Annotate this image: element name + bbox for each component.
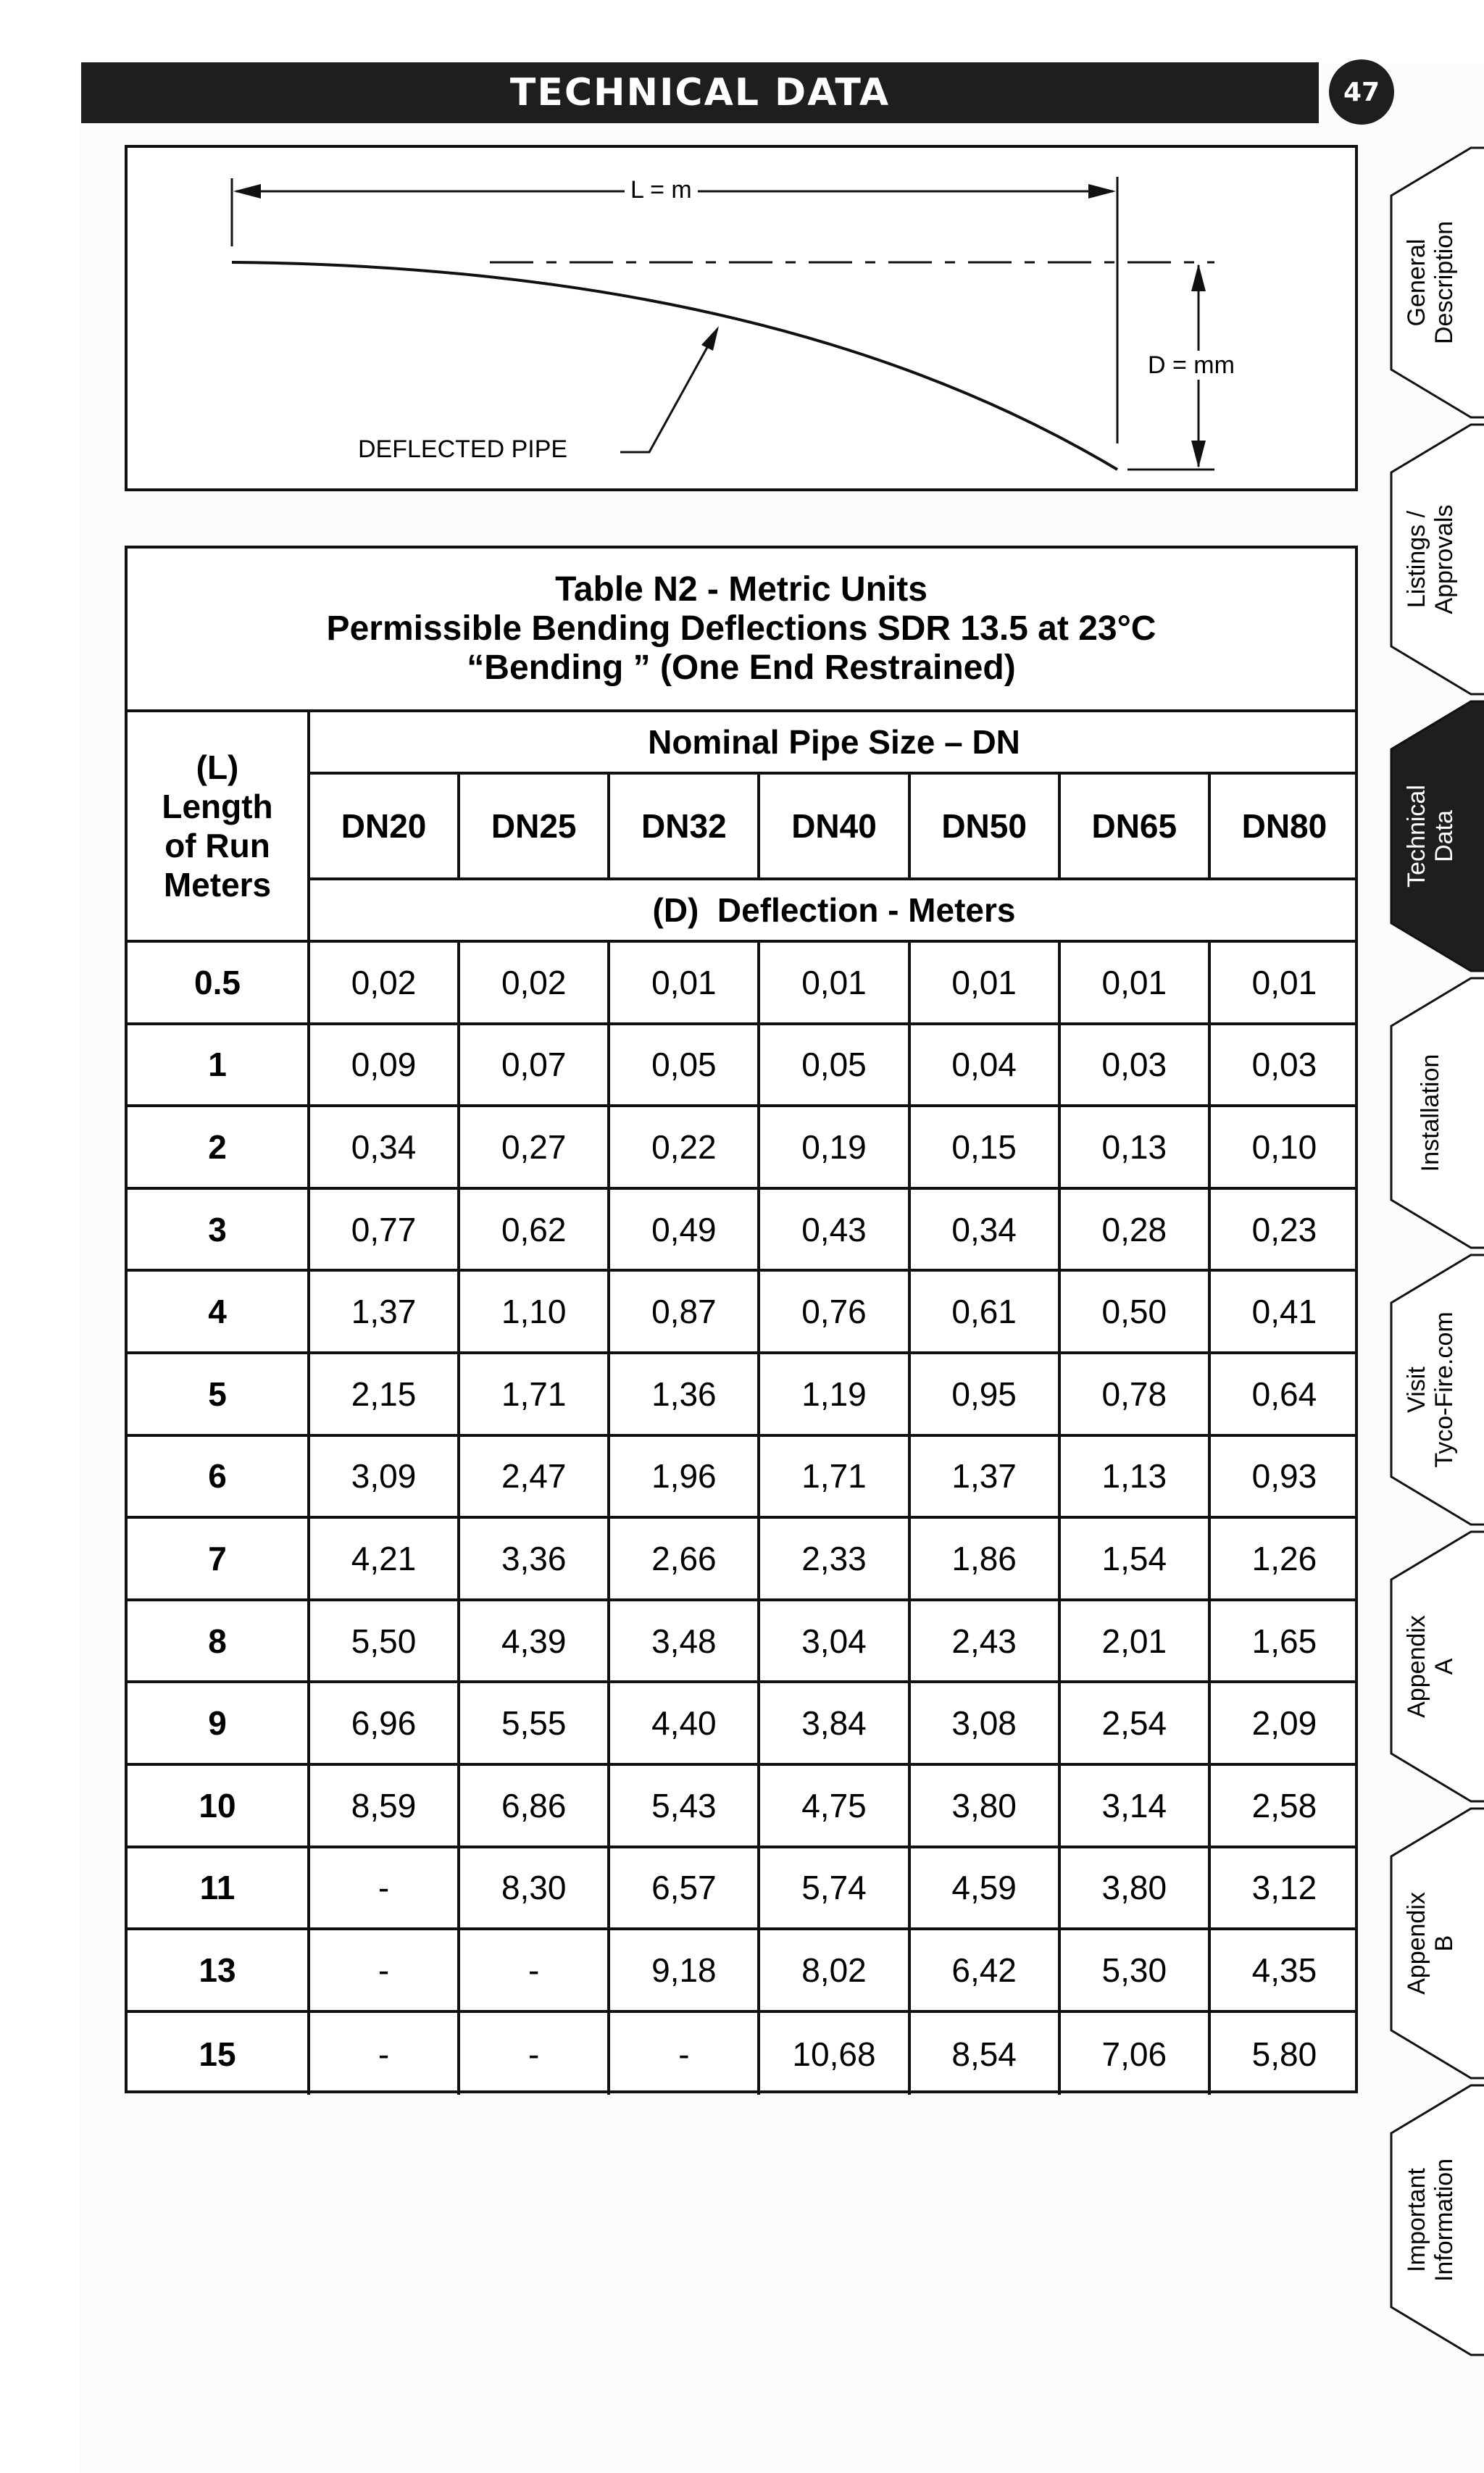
deflection-cell: 1,86 <box>911 1519 1061 1598</box>
tab-label-line: Visit <box>1403 1367 1430 1413</box>
deflection-header: (D) Deflection - Meters <box>310 880 1358 943</box>
tab-label-line: Listings / <box>1403 510 1430 609</box>
length-header-line: of Run <box>164 827 270 864</box>
table-row <box>128 1848 1358 1931</box>
deflection-cell: 2,47 <box>460 1437 610 1517</box>
tab-label <box>1403 504 1458 614</box>
deflection-cell: 0,41 <box>1251 1293 1317 1331</box>
length-cell: 11 <box>128 1848 310 1928</box>
deflection-cell: 0,07 <box>460 1025 610 1105</box>
deflection-cell: 0,22 <box>610 1107 760 1187</box>
page-number-badge: 47 <box>1329 59 1394 125</box>
deflection-cell: 0,19 <box>760 1107 910 1187</box>
deflection-cell: 0,50 <box>1061 1272 1211 1351</box>
length-header-line: (L) <box>196 748 239 786</box>
deflection-cell: 0,43 <box>760 1190 910 1269</box>
tab-label <box>1403 1311 1458 1467</box>
tab-label-line: Information <box>1430 2158 1458 2282</box>
deflection-cell: 1,71 <box>760 1437 910 1517</box>
table-row <box>128 1519 1358 1601</box>
deflection-cell: 0,10 <box>1251 1127 1317 1166</box>
deflection-cell: 0,02 <box>460 943 610 1022</box>
deflection-cell: 1,65 <box>1251 1622 1317 1660</box>
deflection-cell: 3,36 <box>460 1519 610 1598</box>
deflection-cell: 0,01 <box>760 943 910 1022</box>
deflection-cell: 2,66 <box>610 1519 760 1598</box>
deflection-cell: 0,93 <box>1251 1457 1317 1496</box>
tab-label-line: Description <box>1430 220 1458 345</box>
length-cell: 2 <box>128 1107 310 1187</box>
tab-label-line: Approvals <box>1430 504 1458 614</box>
tab-label-line: Tyco-Fire.com <box>1430 1311 1458 1468</box>
deflection-cell: 4,40 <box>610 1683 760 1763</box>
tab-label <box>1403 221 1458 344</box>
length-column-header <box>128 712 310 943</box>
deflection-cell: 2,33 <box>760 1519 910 1598</box>
table-body <box>128 943 1358 2095</box>
deflection-cell: 0,01 <box>1061 943 1211 1022</box>
deflection-cell: 0,34 <box>911 1190 1061 1269</box>
deflection-cell: 0,13 <box>1061 1107 1211 1187</box>
length-cell: 0.5 <box>128 943 310 1022</box>
deflection-diagram <box>125 145 1358 491</box>
deflection-cell: 5,43 <box>610 1766 760 1846</box>
deflection-table <box>125 546 1358 2093</box>
deflection-cell: 8,02 <box>760 1930 910 2010</box>
deflection-cell: 5,50 <box>310 1601 460 1681</box>
deflection-cell: 4,59 <box>911 1848 1061 1928</box>
column-header-dn20: DN20 <box>310 775 460 877</box>
deflection-cell: 4,75 <box>760 1766 910 1846</box>
tab-label-line: B <box>1430 1935 1458 1952</box>
deflection-cell: 0,28 <box>1061 1190 1211 1269</box>
length-cell: 8 <box>128 1601 310 1681</box>
deflection-cell: 0,01 <box>1251 963 1317 1001</box>
table-row <box>128 1272 1358 1354</box>
deflection-cell: 3,09 <box>310 1437 460 1517</box>
column-header-dn25: DN25 <box>460 775 610 877</box>
length-header-line: Length <box>162 788 273 825</box>
deflection-cell: 1,37 <box>310 1272 460 1351</box>
length-label: L = m <box>625 175 698 204</box>
deflection-cell: 2,54 <box>1061 1683 1211 1763</box>
deflection-cell: 1,10 <box>460 1272 610 1351</box>
deflection-cell: 0,64 <box>1251 1375 1317 1413</box>
deflection-cell: 0,62 <box>460 1190 610 1269</box>
deflection-cell: 4,21 <box>310 1519 460 1598</box>
deflection-cell: 0,23 <box>1251 1210 1317 1248</box>
length-cell: 7 <box>128 1519 310 1598</box>
deflection-cell: 3,84 <box>760 1683 910 1763</box>
section-tabs <box>1377 145 1484 2391</box>
table-row <box>128 1190 1358 1272</box>
deflection-cell: 8,30 <box>460 1848 610 1928</box>
deflection-cell: 3,04 <box>760 1601 910 1681</box>
tab-label-line: A <box>1430 1658 1458 1675</box>
deflection-diagram-drawing <box>128 148 1355 488</box>
deflection-cell: 0,15 <box>911 1107 1061 1187</box>
tab-label <box>1417 1054 1444 1172</box>
section-tab[interactable] <box>1377 1529 1484 1804</box>
deflection-cell: 4,35 <box>1251 1951 1317 1989</box>
deflection-cell: 0,05 <box>610 1025 760 1105</box>
tab-label <box>1403 1615 1458 1718</box>
deflection-cell: 5,30 <box>1061 1930 1211 2010</box>
deflection-cell: 1,54 <box>1061 1519 1211 1598</box>
table-title <box>128 549 1355 712</box>
table-row <box>128 1437 1358 1519</box>
deflection-cell: 0,76 <box>760 1272 910 1351</box>
deflection-cell: 6,86 <box>460 1766 610 1846</box>
column-header-dn65: DN65 <box>1061 775 1211 877</box>
deflection-cell: 6,96 <box>310 1683 460 1763</box>
deflection-cell: 3,14 <box>1061 1766 1211 1846</box>
tab-label <box>1403 1892 1458 1995</box>
deflection-cell: 0,27 <box>460 1107 610 1187</box>
deflection-cell: 5,74 <box>760 1848 910 1928</box>
table-title-line: Permissible Bending Deflections SDR 13.5 at 23°C <box>326 609 1156 648</box>
tab-label-line: Installation <box>1417 1054 1444 1172</box>
deflection-cell: 1,13 <box>1061 1437 1211 1517</box>
deflection-cell: 8,54 <box>911 2013 1061 2095</box>
deflection-cell: 6,57 <box>610 1848 760 1928</box>
deflection-cell: 0,05 <box>760 1025 910 1105</box>
deflection-cell: 0,34 <box>310 1107 460 1187</box>
column-header-dn80: DN80 <box>1241 807 1327 845</box>
deflection-cell: 0,49 <box>610 1190 760 1269</box>
section-tab[interactable] <box>1377 698 1484 974</box>
deflection-cell: 2,09 <box>1251 1704 1317 1743</box>
table-row <box>128 1601 1358 1684</box>
deflection-cell: 0,04 <box>911 1025 1061 1105</box>
deflection-cell: 5,55 <box>460 1683 610 1763</box>
deflection-cell: - <box>610 2013 760 2095</box>
deflection-cell: 8,59 <box>310 1766 460 1846</box>
deflection-cell: 3,80 <box>911 1766 1061 1846</box>
tab-label-line: Technical <box>1403 785 1430 888</box>
table-title-line: Table N2 - Metric Units <box>555 570 928 609</box>
deflection-cell: 1,26 <box>1251 1539 1317 1577</box>
deflection-cell: 0,02 <box>310 943 460 1022</box>
deflected-pipe-label: DEFLECTED PIPE <box>352 435 573 464</box>
length-cell: 15 <box>128 2013 310 2095</box>
deflection-cell: 9,18 <box>610 1930 760 2010</box>
table-row <box>128 1354 1358 1437</box>
deflection-cell: - <box>310 1848 460 1928</box>
deflection-cell: 3,08 <box>911 1683 1061 1763</box>
deflection-cell: 0,03 <box>1251 1046 1317 1084</box>
deflection-cell: - <box>460 2013 610 2095</box>
nominal-pipe-size-header: Nominal Pipe Size – DN <box>310 712 1358 775</box>
deflection-cell: 5,80 <box>1251 2035 1317 2073</box>
table-row <box>128 2013 1358 2095</box>
deflection-cell: 0,01 <box>911 943 1061 1022</box>
tab-label-line: General <box>1403 238 1430 327</box>
deflection-cell: 2,15 <box>310 1354 460 1434</box>
section-tab[interactable] <box>1377 2082 1484 2358</box>
table-row <box>128 943 1358 1025</box>
deflection-cell: 1,19 <box>760 1354 910 1434</box>
length-cell: 5 <box>128 1354 310 1434</box>
deflection-cell: 1,71 <box>460 1354 610 1434</box>
column-header-dn40: DN40 <box>760 775 910 877</box>
deflection-cell: - <box>310 2013 460 2095</box>
length-cell: 13 <box>128 1930 310 2010</box>
deflection-cell: 7,06 <box>1061 2013 1211 2095</box>
deflection-cell: 3,80 <box>1061 1848 1211 1928</box>
deflection-cell: 2,01 <box>1061 1601 1211 1681</box>
deflection-cell: 0,87 <box>610 1272 760 1351</box>
deflection-cell: 0,03 <box>1061 1025 1211 1105</box>
length-cell: 4 <box>128 1272 310 1351</box>
section-tab[interactable] <box>1377 975 1484 1251</box>
pipe-size-header-row <box>310 775 1358 880</box>
deflection-cell: 0,09 <box>310 1025 460 1105</box>
table-row <box>128 1025 1358 1108</box>
column-header-dn50: DN50 <box>911 775 1061 877</box>
section-header-bar <box>81 62 1319 123</box>
tab-label <box>1403 785 1458 888</box>
deflection-cell: 2,43 <box>911 1601 1061 1681</box>
deflection-cell: 3,12 <box>1251 1869 1317 1907</box>
length-cell: 1 <box>128 1025 310 1105</box>
deflection-cell: 10,68 <box>760 2013 910 2095</box>
deflection-cell: - <box>310 1930 460 2010</box>
table-row <box>128 1766 1358 1848</box>
table-row <box>128 1683 1358 1766</box>
table-row <box>128 1930 1358 2013</box>
tab-label-line: Data <box>1430 810 1458 862</box>
length-header-line: Meters <box>163 866 272 904</box>
deflection-cell: - <box>460 1930 610 2010</box>
deflection-cell: 4,39 <box>460 1601 610 1681</box>
section-tab[interactable] <box>1377 145 1484 420</box>
tab-label <box>1403 2159 1458 2282</box>
length-cell: 9 <box>128 1683 310 1763</box>
tab-label-line: Appendix <box>1403 1892 1430 1995</box>
section-tab[interactable] <box>1377 422 1484 697</box>
column-header-dn32: DN32 <box>610 775 760 877</box>
deflection-cell: 0,01 <box>610 943 760 1022</box>
deflection-cell: 1,96 <box>610 1437 760 1517</box>
table-row <box>128 1107 1358 1190</box>
deflection-cell: 6,42 <box>911 1930 1061 2010</box>
deflection-cell: 0,77 <box>310 1190 460 1269</box>
deflection-label: D = mm <box>1142 351 1241 380</box>
deflection-cell: 0,61 <box>911 1272 1061 1351</box>
deflection-cell: 0,78 <box>1061 1354 1211 1434</box>
section-tab[interactable] <box>1377 1252 1484 1527</box>
length-cell: 3 <box>128 1190 310 1269</box>
section-tab[interactable] <box>1377 1806 1484 2081</box>
deflection-cell: 0,95 <box>911 1354 1061 1434</box>
tab-label-line: Important <box>1403 2168 1430 2272</box>
deflection-cell: 3,48 <box>610 1601 760 1681</box>
deflection-cell: 1,37 <box>911 1437 1061 1517</box>
length-cell: 10 <box>128 1766 310 1846</box>
table-title-line: “Bending ” (One End Restrained) <box>467 649 1016 687</box>
deflection-cell: 1,36 <box>610 1354 760 1434</box>
section-title: TECHNICAL DATA <box>509 71 891 114</box>
deflection-cell: 2,58 <box>1251 1786 1317 1824</box>
length-cell: 6 <box>128 1437 310 1517</box>
tab-label-line: Appendix <box>1403 1615 1430 1718</box>
